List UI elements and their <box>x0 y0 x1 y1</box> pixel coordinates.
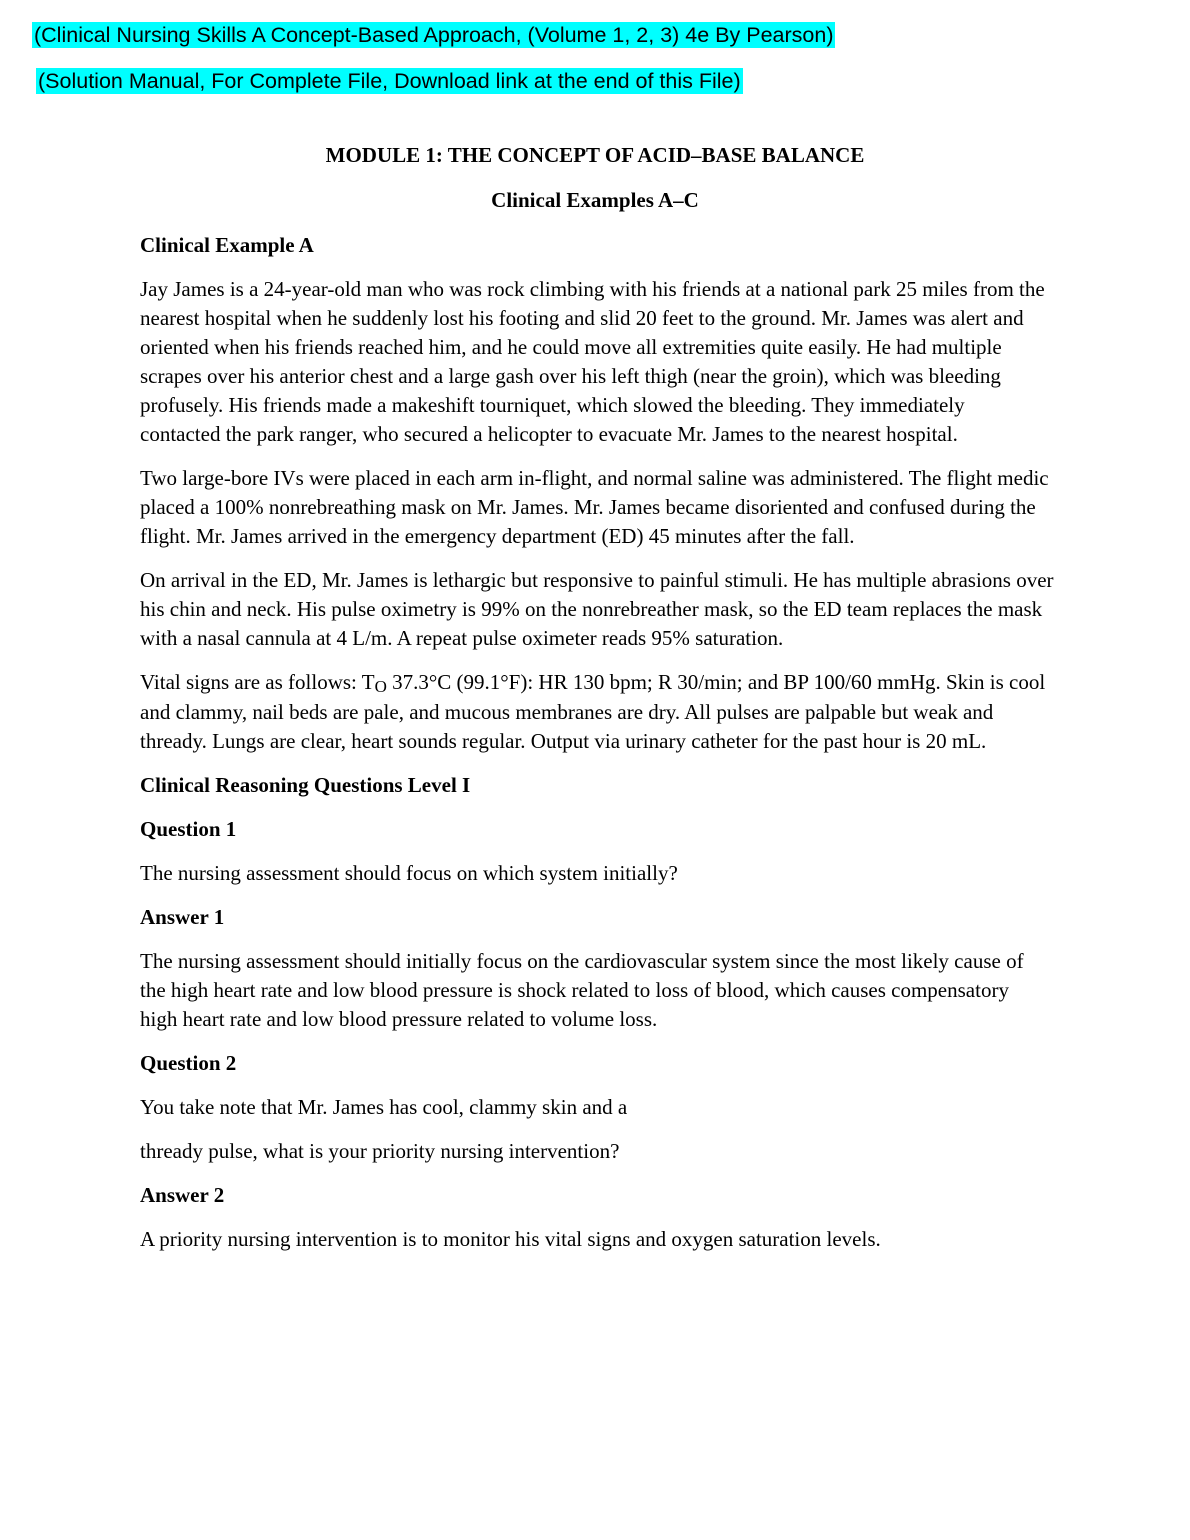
vitals-subscript: O <box>374 677 387 696</box>
question-2-label: Question 2 <box>140 1051 237 1075</box>
banner-line-title: (Clinical Nursing Skills A Concept-Based Approach, (Volume 1, 2, 3) 4e By Pearson) <box>34 23 834 47</box>
answer-1-label: Answer 1 <box>140 905 225 929</box>
answer-2-label: Answer 2 <box>140 1183 225 1207</box>
case-paragraph-2: Two large-bore IVs were placed in each arm in-flight, and normal saline was administered. The flight medic placed a 100% nonrebreathing mask on Mr. James. Mr. James became disoriented and confused during the flight. Mr. James arrived in the emergency department (ED) 45 minutes after the fall. <box>140 466 1049 548</box>
example-heading: Clinical Example A <box>140 233 314 257</box>
question-2-text-line-2: thready pulse, what is your priority nursing intervention? <box>140 1139 620 1163</box>
question-1-label: Question 1 <box>140 817 237 841</box>
question-2-text-line-1: You take note that Mr. James has cool, clammy skin and a <box>140 1095 628 1119</box>
banner-line-solution-manual: (Solution Manual, For Complete File, Download link at the end of this File) <box>38 69 741 93</box>
case-paragraph-1: Jay James is a 24-year-old man who was rock climbing with his friends at a national park 25 miles from the nearest hospital when he suddenly lost his footing and slid 20 feet to the ground. Mr. James was alert and oriented when his friends reached him, and he could move all extremities quite easily. He had multiple scrapes over his anterior chest and a large gash over his left thigh (near the groin), which was bleeding profusely. His friends made a makeshift tourniquet, which slowed the bleeding. They immediately contacted the park ranger, who secured a helicopter to evacuate Mr. James to the nearest hospital. <box>140 277 1045 446</box>
answer-2-text: A priority nursing intervention is to monitor his vital signs and oxygen saturation levels. <box>140 1227 881 1251</box>
module-title: MODULE 1: THE CONCEPT OF ACID–BASE BALANCE <box>325 143 865 167</box>
vitals-prefix: Vital signs are as follows: T <box>140 670 375 694</box>
answer-1-text: The nursing assessment should initially focus on the cardiovascular system since the most likely cause of the high heart rate and low blood pressure is shock related to loss of blood, which causes compensatory high heart rate and low blood pressure related to volume loss. <box>140 949 1024 1031</box>
case-paragraph-3: On arrival in the ED, Mr. James is lethargic but responsive to painful stimuli. He has multiple abrasions over his chin and neck. His pulse oximetry is 99% on the nonrebreather mask, so the ED team replaces the mask with a nasal cannula at 4 L/m. A repeat pulse oximeter reads 95% saturation. <box>140 568 1054 650</box>
section-title: Clinical Examples A–C <box>491 188 699 212</box>
vitals-rest: 37.3°C (99.1°F): HR 130 bpm; R 30/min; and BP 100/60 mmHg. Skin is cool and clammy, nail beds are pale, and mucous membranes are dry. All pulses are palpable but weak and thready. Lungs are clear, heart sounds regular. Output via urinary catheter for the past hour is 20 mL. <box>140 670 1046 753</box>
vital-signs-paragraph <box>140 668 1055 756</box>
document-body <box>140 231 1060 1269</box>
question-1-text: The nursing assessment should focus on which system initially? <box>140 861 678 885</box>
questions-heading: Clinical Reasoning Questions Level I <box>140 773 471 797</box>
